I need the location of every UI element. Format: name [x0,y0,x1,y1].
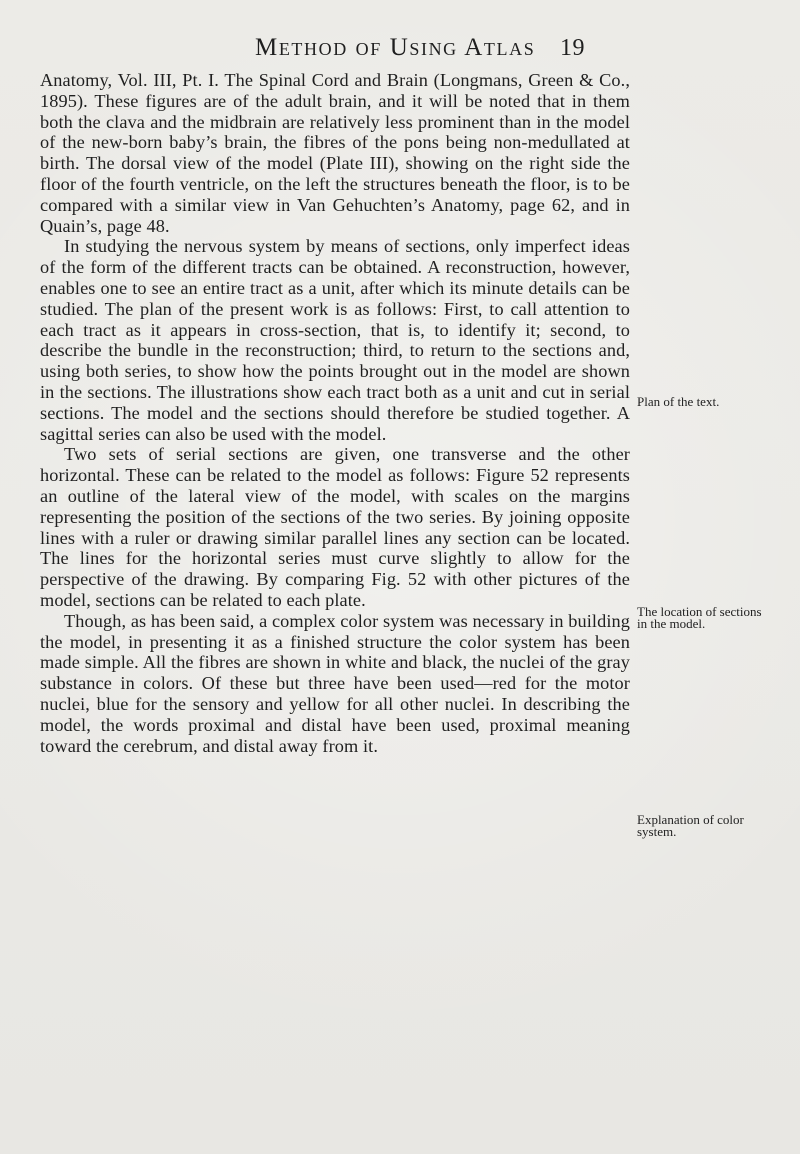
running-title: Method of Using Atlas [255,34,536,61]
paragraph-anatomy-reference: Anatomy, Vol. III, Pt. I. The Spinal Cord and Brain (Longmans, Green & Co., 1895). These figures are of the adult brain, and it will be noted that in them both the clava and the midbrain are relatively less prominent than in the model of the new-born baby’s brain, the fibres of the pons being non-medullated at birth. The dorsal view of the model (Plate III), showing on the right side the floor of the fourth ventricle, on the left the structures beneath the floor, is to be compared with a similar view in Van Gehuchten’s Anatomy, page 62, and in Quain’s, page 48. [40,70,630,236]
margin-note-color-system: Explanation of color system. [637,812,744,839]
margin-note-plan-of-text: Plan of the text. [637,394,720,409]
paragraph-location-of-sections: Two sets of serial sections are given, one transverse and the other horizontal. These can be related to the model as follows: Figure 52 represents an outline of the lateral view of the model, with scales on the margins representing the position of the sections of the two series. By joining opposite lines with a ruler or drawing similar parallel lines any section can be located. The lines for the horizontal series must curve slightly to allow for the perspective of the drawing. By comparing Fig. 52 with other pictures of the model, sections can be related to each plate. [40,444,630,610]
margin-note-location-of-sections: The location of sections in the model. [637,604,762,631]
main-text-block [40,70,630,756]
paragraph-plan-of-text: In studying the nervous system by means of sections, only imperfect ideas of the form of the different tracts can be obtained. A reconstruction, however, enables one to see an entire tract as a unit, after which its minute details can be studied. The plan of the present work is as follows: First, to call attention to each tract as it appears in cross-section, that is, to identify it; second, to describe the bundle in the reconstruction; third, to return to the sections and, using both series, to show how the points brought out in the model are shown in the sections. The illustrations show each tract both as a unit and cut in serial sections. The model and the sections should therefore be studied together. A sagittal series can also be used with the model. [40,236,630,444]
paragraph-color-system: Though, as has been said, a complex color system was necessary in building the model, in presenting it as a finished structure the color system has been made simple. All the fibres are shown in white and black, the nuclei of the gray substance in colors. Of these but three have been used—red for the motor nuclei, blue for the sensory and yellow for all other nuclei. In describing the model, the words proximal and distal have been used, proximal meaning toward the cerebrum, and distal away from it. [40,610,630,756]
page-header [255,28,585,68]
page-number: 19 [560,34,585,61]
